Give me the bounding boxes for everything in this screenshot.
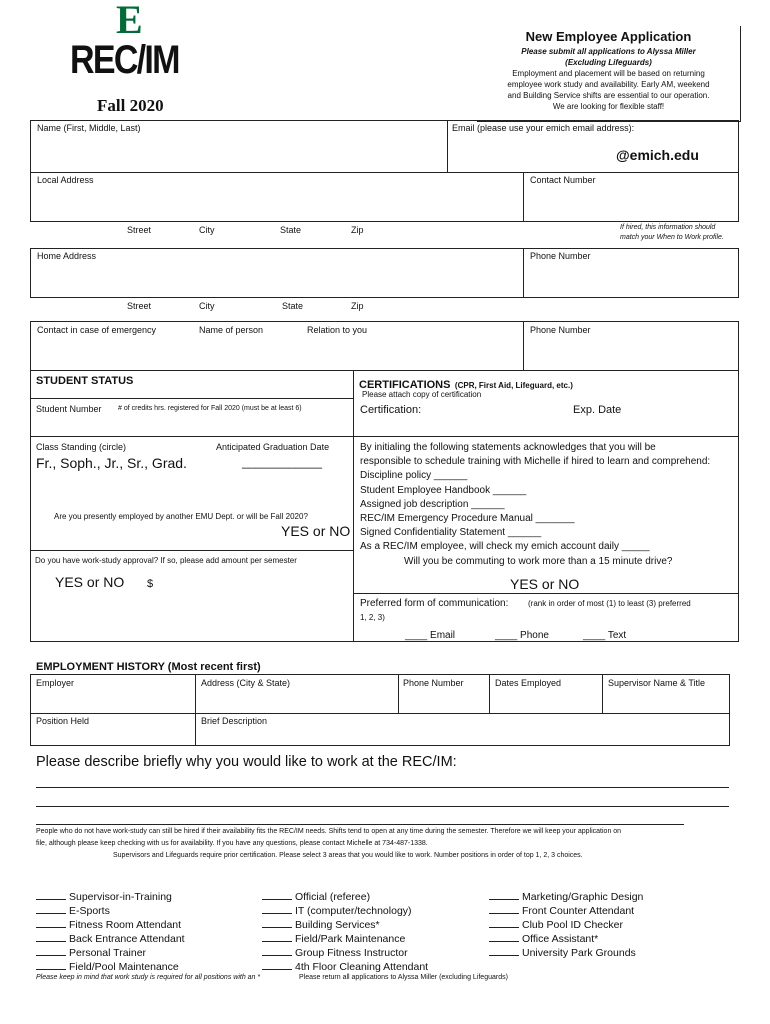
local-street-label: Street (127, 225, 152, 235)
local-city-label: City (199, 225, 215, 235)
comm-phone[interactable]: ____ Phone (495, 630, 549, 641)
workstudy-note-1: People who do not have work-study can still be hired if their availability fits the REC/IM needs. Shifts tend to open at any time during the semester. Therefore we will keep your application on (36, 828, 622, 835)
employed-question: Are you presently employed by another EMU Dept. or will be Fall 2020? (54, 512, 308, 521)
name-label: Name (First, Middle, Last) (37, 123, 141, 133)
description-header: Brief Description (201, 716, 268, 726)
position-option[interactable]: Building Services* (262, 917, 380, 932)
dates-header: Dates Employed (495, 678, 562, 688)
emergency-contact-box[interactable] (30, 321, 524, 371)
grad-date-blank[interactable]: ____________ (242, 455, 323, 469)
acknowledgement-block (360, 441, 710, 555)
workstudy-note-2: file, although please keep checking with us for availability. If you have any questions, please contact Michelle at 734-487-1338. (36, 840, 428, 847)
phone-header: Phone Number (403, 678, 464, 688)
email-box[interactable] (447, 120, 739, 173)
home-street-label: Street (127, 301, 152, 311)
position-option[interactable]: Field/Pool Maintenance (36, 959, 179, 974)
address-header: Address (City & State) (201, 678, 291, 688)
position-option[interactable]: IT (computer/technology) (262, 903, 412, 918)
class-standing-label: Class Standing (circle) (36, 442, 127, 452)
position-option[interactable]: Office Assistant* (489, 931, 598, 946)
employer-header: Employer (36, 678, 75, 688)
name-box[interactable] (30, 120, 448, 173)
exp-date-label[interactable]: Exp. Date (573, 404, 622, 416)
certifications-subtitle: (CPR, First Aid, Lifeguard, etc.) (454, 381, 573, 390)
application-title: New Employee Application (525, 29, 692, 44)
grad-date-label: Anticipated Graduation Date (216, 442, 330, 452)
placement-note-2: employee work study and availability. Early AM, weekend (507, 80, 710, 89)
contact-number-box[interactable] (523, 172, 739, 222)
home-city-label: City (199, 301, 215, 311)
logo-name: REC/IM (70, 38, 179, 82)
describe-line[interactable] (36, 787, 729, 788)
footer-workstudy-note: Please keep in mind that work study is required for all positions with an * (36, 974, 261, 981)
describe-prompt: Please describe briefly why you would like to work at the REC/IM: (36, 754, 457, 770)
phone-number-label: Phone Number (530, 251, 591, 261)
position-option[interactable]: E-Sports (36, 903, 110, 918)
commute-options[interactable]: YES or NO (510, 576, 580, 592)
footer-return-note: Please return all applications to Alyssa Miller (excluding Lifeguards) (299, 974, 508, 981)
workstudy-options[interactable]: YES or NO (55, 574, 125, 590)
position-option[interactable]: 4th Floor Cleaning Attendant (262, 959, 428, 974)
emergency-label: Contact in case of emergency (37, 325, 157, 335)
contact-number-label: Contact Number (530, 175, 596, 185)
placement-note-3: and Building Service shifts are essential to our operation. (507, 91, 710, 100)
submit-note: Please submit all applications to Alyssa Miller (521, 47, 696, 56)
certification-label[interactable]: Certification: (360, 404, 422, 416)
placement-note-4: We are looking for flexible staff! (552, 102, 665, 111)
comm-rank: (rank in order of most (1) to least (3) preferred (528, 599, 691, 608)
commute-question: Will you be commuting to work more than a 15 minute drive? (404, 556, 673, 567)
term-label: Fall 2020 (97, 96, 164, 115)
position-option[interactable]: Fitness Room Attendant (36, 917, 181, 932)
attach-note: Please attach copy of certification (362, 390, 482, 399)
ack-item[interactable]: REC/IM Emergency Procedure Manual _______ (360, 513, 575, 525)
position-option[interactable]: Personal Trainer (36, 945, 146, 960)
describe-line[interactable] (36, 824, 684, 825)
comm-label: Preferred form of communication: (360, 598, 509, 609)
position-option[interactable]: Back Entrance Attendant (36, 931, 185, 946)
comm-rank-2: 1, 2, 3) (360, 613, 385, 622)
emergency-phone-label: Phone Number (530, 325, 591, 335)
position-option[interactable]: Official (referee) (262, 889, 370, 904)
ack-item[interactable]: Discipline policy ______ (360, 470, 468, 482)
employed-options[interactable]: YES or NO (281, 523, 351, 539)
local-zip-label: Zip (351, 225, 364, 235)
position-option[interactable]: Supervisor-in-Training (36, 889, 172, 904)
email-label: Email (please use your emich email address): (452, 123, 635, 133)
ack-item[interactable]: Student Employee Handbook ______ (360, 484, 527, 496)
comm-text[interactable]: ____ Text (583, 630, 627, 641)
ack-line-1: By initialing the following statements acknowledges that you will be (360, 442, 656, 453)
student-number-label: Student Number (36, 404, 102, 414)
home-state-label: State (282, 301, 304, 311)
position-option[interactable]: Marketing/Graphic Design (489, 889, 643, 904)
home-address-label: Home Address (37, 251, 97, 261)
position-option[interactable]: Field/Park Maintenance (262, 931, 405, 946)
emergency-relation-label: Relation to you (307, 325, 368, 335)
logo-e-letter: E (116, 0, 143, 42)
workstudy-question: Do you have work-study approval? If so, please add amount per semester (35, 556, 297, 565)
student-status-heading: STUDENT STATUS (36, 375, 134, 387)
position-option[interactable]: Club Pool ID Checker (489, 917, 623, 932)
credits-label: # of credits hrs. registered for Fall 2020 (must be at least 6) (118, 405, 302, 412)
position-option[interactable]: Front Counter Attendant (489, 903, 634, 918)
ack-item[interactable]: Signed Confidentiality Statement ______ (360, 527, 542, 539)
describe-line[interactable] (36, 806, 729, 807)
ack-item[interactable]: As a REC/IM employee, will check my emich account daily _____ (360, 541, 650, 553)
local-address-label: Local Address (37, 175, 94, 185)
placement-note-1: Employment and placement will be based on returning (512, 69, 705, 78)
w2w-note-1: If hired, this information should (620, 224, 716, 231)
emergency-phone-box[interactable] (523, 321, 739, 371)
home-address-box[interactable] (30, 248, 524, 298)
class-options[interactable]: Fr., Soph., Jr., Sr., Grad. (36, 455, 187, 471)
position-option[interactable]: Group Fitness Instructor (262, 945, 408, 960)
comm-email[interactable]: ____ Email (405, 630, 456, 641)
employment-heading: EMPLOYMENT HISTORY (Most recent first) (36, 661, 261, 673)
home-zip-label: Zip (351, 301, 364, 311)
logo (68, 2, 203, 84)
position-option[interactable]: University Park Grounds (489, 945, 636, 960)
ack-item[interactable]: Assigned job description ______ (360, 498, 505, 510)
email-domain: @emich.edu (616, 147, 699, 163)
local-address-box[interactable] (30, 172, 524, 222)
local-state-label: State (280, 225, 302, 235)
emergency-name-label: Name of person (199, 325, 264, 335)
certifications-title: CERTIFICATIONS (359, 379, 451, 391)
selection-note: Supervisors and Lifeguards require prior certification. Please select 3 areas that you would like to work. Number positions in order of top 1, 2, 3 choices. (113, 852, 583, 859)
lifeguard-note: (Excluding Lifeguards) (565, 58, 652, 67)
application-info-box (477, 26, 741, 122)
w2w-note-2: match your When to Work profile. (620, 234, 724, 241)
position-header: Position Held (36, 716, 90, 726)
phone-number-box[interactable] (523, 248, 739, 298)
ack-line-2: responsible to schedule training with Michelle if hired to learn and comprehend: (360, 456, 711, 468)
workstudy-dollar[interactable]: $ (147, 578, 154, 590)
supervisor-header: Supervisor Name & Title (608, 678, 706, 688)
